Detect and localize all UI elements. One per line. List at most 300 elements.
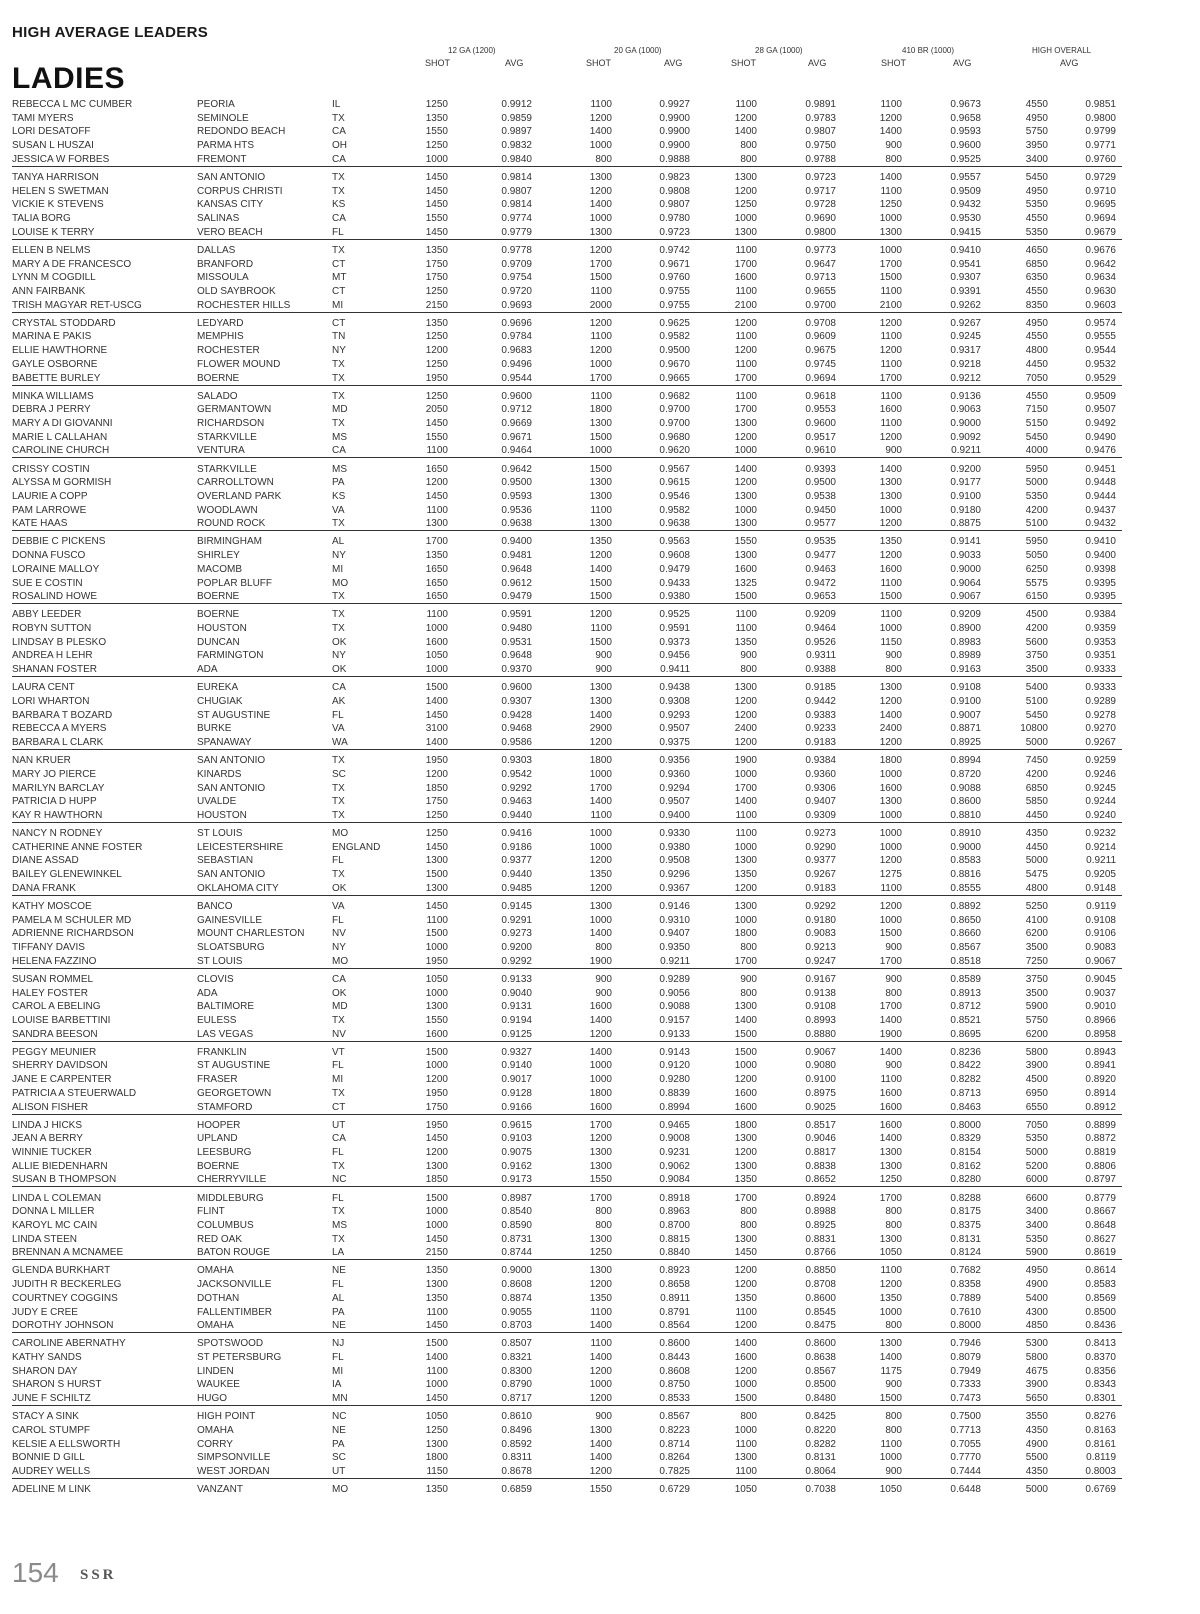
- avg-20ga: 0.9591: [659, 623, 690, 634]
- avg-overall: 0.8119: [1086, 1452, 1116, 1464]
- avg-28ga: 0.8975: [805, 1087, 836, 1099]
- shot-410br: 1700: [879, 955, 902, 967]
- avg-12ga: 0.9683: [501, 345, 532, 357]
- shot-20ga: 1300: [589, 477, 612, 489]
- avg-20ga: 0.9608: [659, 550, 690, 562]
- state: PA: [332, 1306, 345, 1318]
- avg-overall: 0.9729: [1085, 171, 1116, 183]
- table-row: [0, 854, 1200, 868]
- state: TX: [332, 609, 345, 621]
- group-divider: [12, 749, 1122, 750]
- shooter-name: JANE E CARPENTER: [12, 1074, 112, 1086]
- avg-28ga: 0.8831: [805, 1233, 836, 1245]
- state: IL: [332, 99, 341, 110]
- avg-12ga: 0.9166: [501, 1101, 532, 1113]
- col-group-28ga: 28 GA (1000): [755, 46, 803, 55]
- shot-12ga: 2050: [425, 404, 448, 416]
- shot-28ga: 1300: [734, 418, 757, 429]
- table-row: [0, 809, 1200, 823]
- avg-overall: 0.8276: [1085, 1411, 1116, 1423]
- avg-410br: 0.9067: [950, 591, 981, 603]
- shot-28ga: 1700: [734, 404, 757, 416]
- shot-12ga: 1100: [426, 914, 448, 926]
- avg-12ga: 0.9133: [501, 973, 532, 985]
- shot-20ga: 1300: [589, 418, 612, 429]
- state: TX: [332, 1233, 345, 1245]
- shooter-name: SUSAN ROMMEL: [12, 973, 94, 985]
- shot-28ga: 1100: [735, 244, 757, 256]
- avg-28ga: 0.8638: [805, 1352, 836, 1363]
- shot-overall: 5450: [1025, 709, 1048, 721]
- avg-410br: 0.8910: [950, 828, 981, 839]
- state: TX: [332, 1160, 345, 1172]
- state: TX: [332, 185, 345, 197]
- avg-410br: 0.7610: [950, 1306, 981, 1318]
- avg-overall: 0.9353: [1085, 636, 1116, 648]
- avg-410br: 0.8816: [950, 869, 981, 881]
- avg-410br: 0.7473: [950, 1393, 981, 1405]
- shot-12ga: 1550: [425, 1014, 448, 1026]
- shot-28ga: 1200: [734, 1147, 757, 1158]
- shot-410br: 900: [885, 140, 902, 152]
- shot-20ga: 1000: [589, 841, 612, 853]
- avg-28ga: 0.9185: [805, 682, 836, 694]
- shot-28ga: 1200: [734, 1265, 757, 1277]
- shot-410br: 1100: [880, 185, 902, 197]
- avg-28ga: 0.8838: [805, 1160, 836, 1172]
- shooter-name: LYNN M COGDILL: [12, 272, 96, 284]
- shot-overall: 4850: [1025, 1320, 1048, 1332]
- avg-20ga: 0.9373: [659, 636, 690, 648]
- city: FLINT: [197, 1206, 225, 1218]
- state: NE: [332, 1424, 346, 1436]
- shot-20ga: 800: [595, 1206, 612, 1218]
- shot-12ga: 1000: [425, 1060, 448, 1072]
- shot-410br: 1400: [879, 171, 902, 183]
- avg-28ga: 0.9464: [805, 623, 836, 634]
- avg-28ga: 0.9209: [805, 609, 836, 621]
- avg-12ga: 0.8496: [501, 1424, 532, 1436]
- shot-12ga: 1250: [425, 331, 448, 343]
- shooter-name: CAROLINE CHURCH: [12, 445, 110, 457]
- avg-20ga: 0.9479: [659, 563, 690, 575]
- shot-410br: 1050: [879, 1484, 902, 1496]
- avg-410br: 0.9267: [950, 317, 981, 329]
- col-20ga-avg: AVG: [664, 58, 683, 68]
- avg-28ga: 0.9647: [805, 258, 836, 270]
- shot-12ga: 1400: [425, 737, 448, 748]
- table-row: [0, 1392, 1200, 1406]
- avg-410br: 0.9593: [950, 126, 981, 138]
- table-row: [0, 299, 1200, 313]
- shot-410br: 1350: [879, 1292, 902, 1304]
- shot-overall: 3400: [1025, 1219, 1048, 1231]
- avg-20ga: 0.9146: [659, 900, 690, 912]
- table-row: [0, 1451, 1200, 1465]
- avg-12ga: 0.8744: [501, 1247, 532, 1259]
- section-title: HIGH AVERAGE LEADERS: [12, 24, 209, 41]
- avg-20ga: 0.8567: [659, 1411, 690, 1423]
- city: ROCHESTER HILLS: [197, 299, 291, 311]
- shot-28ga: 800: [740, 153, 757, 165]
- avg-12ga: 0.6859: [501, 1484, 532, 1496]
- shot-overall: 4675: [1025, 1365, 1048, 1377]
- shooter-name: JUNE F SCHILTZ: [12, 1393, 91, 1405]
- avg-410br: 0.8875: [950, 518, 981, 530]
- shot-20ga: 1400: [589, 1046, 612, 1058]
- avg-12ga: 0.9307: [501, 695, 532, 707]
- table-row: [0, 709, 1200, 723]
- city: KINARDS: [197, 768, 242, 780]
- shooter-name: PATRICIA A STEUERWALD: [12, 1087, 137, 1099]
- table-row: [0, 1378, 1200, 1392]
- city: ADA: [197, 987, 218, 999]
- shot-12ga: 1750: [425, 272, 448, 284]
- avg-12ga: 0.9531: [501, 636, 532, 648]
- avg-overall: 0.8356: [1085, 1365, 1116, 1377]
- shot-20ga: 1400: [589, 1320, 612, 1332]
- shot-12ga: 1000: [425, 1206, 448, 1218]
- avg-12ga: 0.8321: [501, 1352, 532, 1363]
- avg-28ga: 0.9180: [805, 914, 836, 926]
- state: TX: [332, 869, 345, 881]
- shot-overall: 6250: [1025, 563, 1048, 575]
- shot-28ga: 1200: [734, 112, 757, 124]
- shot-12ga: 1400: [425, 695, 448, 707]
- avg-28ga: 0.9046: [805, 1133, 836, 1145]
- avg-410br: 0.7500: [950, 1411, 981, 1423]
- avg-20ga: 0.9625: [659, 317, 690, 329]
- avg-overall: 0.9214: [1085, 841, 1116, 853]
- avg-28ga: 0.9472: [805, 577, 836, 589]
- avg-410br: 0.9410: [950, 244, 981, 256]
- table-row: [0, 987, 1200, 1001]
- city: DUNCAN: [197, 636, 240, 648]
- avg-overall: 0.9240: [1085, 809, 1116, 821]
- table-row: [0, 1073, 1200, 1087]
- avg-410br: 0.9033: [950, 550, 981, 562]
- shot-410br: 1400: [879, 1014, 902, 1026]
- avg-410br: 0.8994: [950, 755, 981, 767]
- shot-28ga: 1200: [734, 737, 757, 748]
- shot-12ga: 1500: [425, 869, 448, 881]
- avg-20ga: 0.8658: [659, 1279, 690, 1291]
- avg-overall: 0.8500: [1085, 1306, 1116, 1318]
- avg-410br: 0.8329: [950, 1133, 981, 1145]
- city: SAN ANTONIO: [197, 869, 266, 881]
- avg-20ga: 0.9638: [659, 518, 690, 530]
- shot-12ga: 1950: [425, 955, 448, 967]
- avg-410br: 0.7713: [950, 1424, 981, 1436]
- shot-20ga: 800: [595, 942, 612, 953]
- state: VA: [332, 900, 345, 912]
- group-divider: [12, 1478, 1122, 1479]
- shot-20ga: 1700: [589, 372, 612, 384]
- shooter-name: CRISSY COSTIN: [12, 463, 90, 475]
- shot-28ga: 900: [740, 650, 757, 662]
- shot-12ga: 1350: [425, 112, 448, 124]
- shooter-name: SANDRA BEESON: [12, 1028, 98, 1040]
- city: WAUKEE: [197, 1379, 240, 1391]
- shot-12ga: 1000: [425, 623, 448, 634]
- shooter-name: BABETTE BURLEY: [12, 372, 101, 384]
- city: CARROLLTOWN: [197, 477, 274, 489]
- shooter-name: BAILEY GLENEWINKEL: [12, 869, 122, 881]
- avg-overall: 0.8614: [1085, 1265, 1116, 1277]
- shot-410br: 1200: [879, 317, 902, 329]
- avg-overall: 0.8667: [1085, 1206, 1116, 1218]
- avg-28ga: 0.8500: [805, 1379, 836, 1391]
- avg-410br: 0.8154: [950, 1147, 981, 1158]
- shot-20ga: 1400: [589, 796, 612, 808]
- avg-12ga: 0.9377: [501, 855, 532, 867]
- shot-28ga: 1250: [734, 199, 757, 211]
- city: OMAHA: [197, 1320, 234, 1332]
- shot-410br: 900: [885, 445, 902, 457]
- shooter-name: SHANAN FOSTER: [12, 664, 98, 676]
- shooter-name: ELLEN B NELMS: [12, 244, 91, 256]
- city: SAN ANTONIO: [197, 755, 266, 767]
- city: ST LOUIS: [197, 828, 243, 839]
- city: SPOTSWOOD: [197, 1338, 264, 1350]
- city: SALADO: [197, 390, 238, 402]
- state: TX: [332, 755, 345, 767]
- avg-overall: 0.8436: [1085, 1320, 1116, 1332]
- avg-28ga: 0.9083: [805, 928, 836, 940]
- state: MO: [332, 955, 349, 967]
- city: BRANFORD: [197, 258, 254, 270]
- shooter-name: SHARON DAY: [12, 1365, 78, 1377]
- avg-20ga: 0.9120: [659, 1060, 690, 1072]
- shooter-name: ROBYN SUTTON: [12, 623, 92, 634]
- shot-overall: 3900: [1025, 1060, 1048, 1072]
- avg-20ga: 0.9380: [659, 591, 690, 603]
- shot-overall: 4800: [1025, 882, 1048, 894]
- shot-20ga: 1700: [589, 1192, 612, 1204]
- shooter-name: ALLIE BIEDENHARN: [12, 1160, 108, 1172]
- state: CA: [332, 213, 346, 224]
- shot-overall: 7450: [1025, 755, 1048, 767]
- shot-410br: 1000: [879, 504, 902, 516]
- col-12ga-shot: SHOT: [425, 58, 451, 68]
- col-28ga-avg: AVG: [808, 58, 827, 68]
- shot-12ga: 1350: [425, 1292, 448, 1304]
- avg-overall: 0.9119: [1086, 900, 1116, 912]
- shot-overall: 4950: [1025, 1265, 1048, 1277]
- shooter-name: SHERRY DAVIDSON: [12, 1060, 108, 1072]
- shot-20ga: 800: [595, 153, 612, 165]
- shot-20ga: 1100: [590, 99, 612, 110]
- city: HOUSTON: [197, 623, 247, 634]
- shooter-name: REBECCA A MYERS: [12, 723, 107, 735]
- shot-12ga: 1300: [425, 1279, 448, 1291]
- avg-12ga: 0.9779: [501, 226, 532, 238]
- avg-410br: 0.8650: [950, 914, 981, 926]
- avg-410br: 0.8810: [950, 809, 981, 821]
- shot-12ga: 1250: [425, 99, 448, 110]
- shot-overall: 5450: [1025, 431, 1048, 443]
- shot-410br: 1300: [879, 490, 902, 502]
- shot-20ga: 1100: [590, 1306, 612, 1318]
- city: FRASER: [197, 1074, 238, 1086]
- shot-28ga: 1600: [734, 272, 757, 284]
- avg-12ga: 0.9754: [501, 272, 532, 284]
- city: OKLAHOMA CITY: [197, 882, 279, 894]
- shot-12ga: 1250: [425, 140, 448, 152]
- avg-12ga: 0.9536: [501, 504, 532, 516]
- state: MI: [332, 563, 344, 575]
- city: WEST JORDAN: [197, 1466, 270, 1477]
- avg-12ga: 0.9428: [501, 709, 532, 721]
- avg-overall: 0.9509: [1085, 390, 1116, 402]
- col-group-12ga: 12 GA (1200): [448, 46, 496, 55]
- shot-410br: 1200: [879, 737, 902, 748]
- shot-410br: 1500: [879, 591, 902, 603]
- avg-overall: 0.9400: [1085, 550, 1116, 562]
- avg-410br: 0.7682: [950, 1265, 981, 1277]
- shot-12ga: 1350: [425, 1265, 448, 1277]
- shot-12ga: 1000: [425, 1219, 448, 1231]
- city: BANCO: [197, 900, 233, 912]
- avg-12ga: 0.9784: [501, 331, 532, 343]
- avg-12ga: 0.9000: [501, 1265, 532, 1277]
- avg-28ga: 0.9309: [805, 809, 836, 821]
- shot-20ga: 900: [595, 1411, 612, 1423]
- shot-12ga: 1450: [425, 226, 448, 238]
- city: FALLENTIMBER: [197, 1306, 273, 1318]
- avg-20ga: 0.8714: [659, 1438, 690, 1450]
- city: OMAHA: [197, 1265, 234, 1277]
- shot-12ga: 1450: [425, 185, 448, 197]
- shot-overall: 7050: [1025, 1119, 1048, 1131]
- shot-20ga: 1800: [589, 1087, 612, 1099]
- shot-20ga: 1100: [590, 1338, 612, 1350]
- shot-12ga: 1350: [425, 550, 448, 562]
- shot-12ga: 3100: [425, 723, 448, 735]
- shot-20ga: 2000: [589, 299, 612, 311]
- shot-overall: 4800: [1025, 345, 1048, 357]
- shot-410br: 1100: [880, 609, 902, 621]
- table-row: [0, 841, 1200, 855]
- avg-20ga: 0.9289: [659, 973, 690, 985]
- group-divider: [12, 1332, 1122, 1333]
- avg-410br: 0.9064: [950, 577, 981, 589]
- col-group-20ga: 20 GA (1000): [614, 46, 662, 55]
- shot-12ga: 1250: [425, 1424, 448, 1436]
- table-row: [0, 695, 1200, 709]
- avg-12ga: 0.9400: [501, 536, 532, 548]
- avg-12ga: 0.9774: [501, 213, 532, 224]
- avg-28ga: 0.9600: [805, 418, 836, 429]
- shot-20ga: 1200: [589, 1028, 612, 1040]
- table-row: [0, 681, 1200, 695]
- table-row: [0, 258, 1200, 272]
- shot-12ga: 1250: [425, 828, 448, 839]
- avg-28ga: 0.8567: [805, 1365, 836, 1377]
- col-410br-shot: SHOT: [881, 58, 907, 68]
- shot-12ga: 1350: [425, 244, 448, 256]
- shooter-name: LAURA CENT: [12, 682, 75, 694]
- avg-410br: 0.8518: [950, 955, 981, 967]
- avg-12ga: 0.8311: [502, 1452, 532, 1464]
- state: NE: [332, 1320, 346, 1332]
- shot-overall: 3400: [1025, 1206, 1048, 1218]
- avg-overall: 0.9695: [1085, 199, 1116, 211]
- col-overall-avg: AVG: [1060, 58, 1079, 68]
- shot-20ga: 1300: [589, 1233, 612, 1245]
- avg-20ga: 0.9900: [659, 112, 690, 124]
- shot-410br: 1400: [879, 1352, 902, 1363]
- avg-12ga: 0.8717: [501, 1393, 532, 1405]
- avg-overall: 0.9359: [1085, 623, 1116, 634]
- shooter-name: TIFFANY DAVIS: [12, 942, 85, 953]
- shot-28ga: 800: [740, 1206, 757, 1218]
- state: CT: [332, 317, 346, 329]
- shot-410br: 1300: [879, 477, 902, 489]
- state: PA: [332, 477, 345, 489]
- avg-20ga: 0.9456: [659, 650, 690, 662]
- shot-overall: 5000: [1025, 1484, 1048, 1496]
- avg-overall: 0.9148: [1085, 882, 1116, 894]
- avg-overall: 0.8914: [1085, 1087, 1116, 1099]
- avg-12ga: 0.9481: [501, 550, 532, 562]
- table-row: [0, 736, 1200, 750]
- avg-28ga: 0.9700: [805, 299, 836, 311]
- avg-overall: 0.9108: [1085, 914, 1116, 926]
- avg-12ga: 0.9696: [501, 317, 532, 329]
- avg-20ga: 0.9380: [659, 841, 690, 853]
- shot-overall: 5350: [1025, 1233, 1048, 1245]
- avg-12ga: 0.9638: [501, 518, 532, 530]
- avg-410br: 0.8913: [950, 987, 981, 999]
- shot-28ga: 1300: [734, 226, 757, 238]
- shot-28ga: 1200: [734, 317, 757, 329]
- shooter-name: TANYA HARRISON: [12, 171, 99, 183]
- city: SPANAWAY: [197, 737, 252, 748]
- shot-12ga: 1750: [425, 258, 448, 270]
- state: TX: [332, 112, 345, 124]
- shot-20ga: 1500: [589, 431, 612, 443]
- avg-overall: 0.9451: [1085, 463, 1116, 475]
- shooter-name: PAM LARROWE: [12, 504, 87, 516]
- avg-overall: 0.9694: [1085, 213, 1116, 224]
- avg-12ga: 0.9463: [501, 796, 532, 808]
- shot-410br: 1400: [879, 1046, 902, 1058]
- avg-410br: 0.9100: [950, 490, 981, 502]
- col-20ga-shot: SHOT: [586, 58, 612, 68]
- shooter-name: JUDY E CREE: [12, 1306, 78, 1318]
- shot-410br: 1300: [879, 1233, 902, 1245]
- avg-28ga: 0.8988: [805, 1206, 836, 1218]
- shot-overall: 4550: [1025, 285, 1048, 297]
- avg-20ga: 0.9296: [659, 869, 690, 881]
- shot-12ga: 1950: [425, 372, 448, 384]
- avg-12ga: 0.9814: [501, 171, 532, 183]
- shot-overall: 5000: [1025, 1147, 1048, 1158]
- avg-28ga: 0.8475: [805, 1320, 836, 1332]
- table-row: [0, 212, 1200, 226]
- avg-20ga: 0.8923: [659, 1265, 690, 1277]
- state: TX: [332, 1087, 345, 1099]
- shot-12ga: 1950: [425, 755, 448, 767]
- shot-410br: 1700: [879, 1192, 902, 1204]
- shooter-name: LORI WHARTON: [12, 695, 90, 707]
- state: TX: [332, 171, 345, 183]
- city: FREMONT: [197, 153, 247, 165]
- state: CA: [332, 445, 346, 457]
- shooter-name: JEAN A BERRY: [12, 1133, 83, 1145]
- shot-410br: 1600: [879, 1119, 902, 1131]
